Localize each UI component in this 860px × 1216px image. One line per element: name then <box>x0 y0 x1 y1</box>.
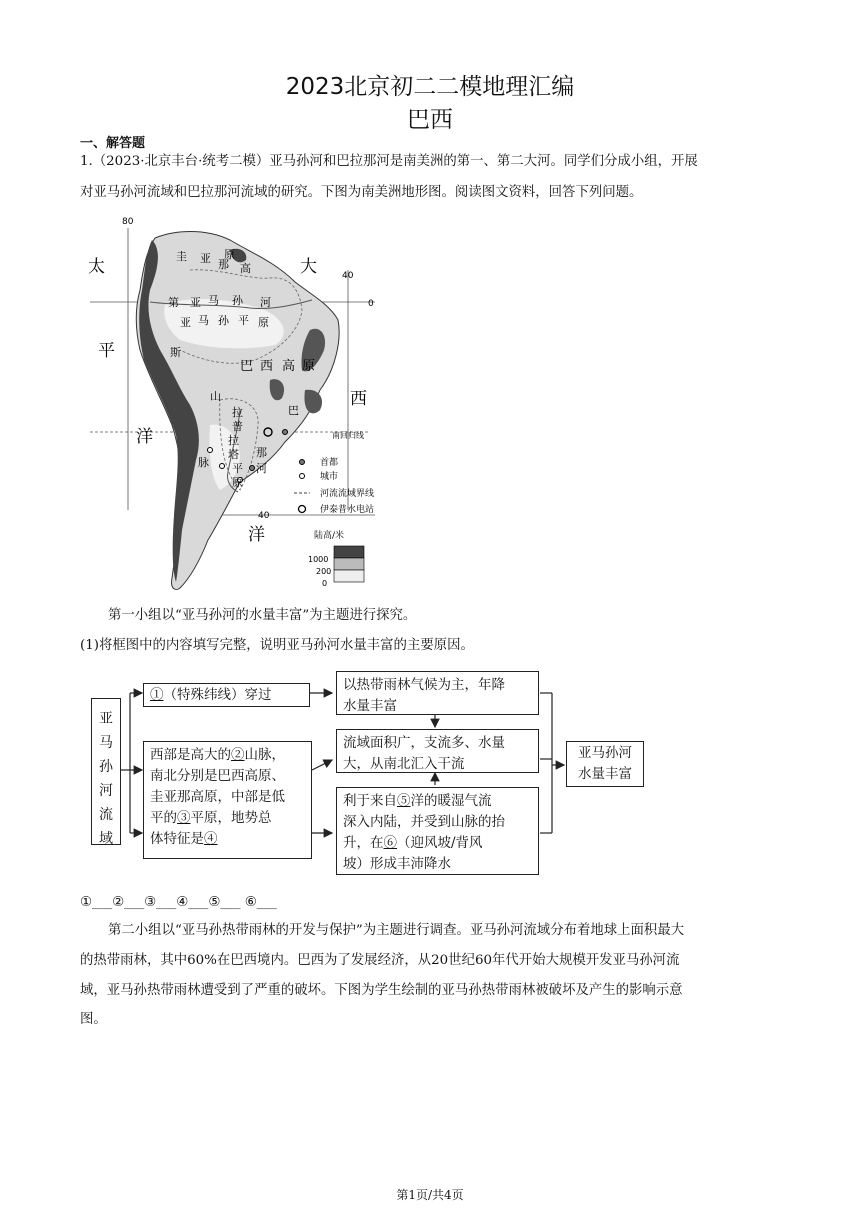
group2-line2: 的热带雨林，其中60%在巴西境内。巴西为了发展经济，从20世纪60年代开始大规模开发亚马孙河流 <box>80 953 680 968</box>
flow-left-box: 亚 马 孙 河 流 域 <box>91 698 121 845</box>
svg-text:伊泰普水电站: 伊泰普水电站 <box>320 505 375 515</box>
svg-text:那: 那 <box>218 258 229 271</box>
svg-text:孙: 孙 <box>218 314 229 327</box>
group1-text: 第一小组以“亚马孙河的水量丰富”为主题进行探究。 <box>108 608 417 623</box>
svg-text:200: 200 <box>316 567 332 576</box>
page-footer: 第1页/共4页 <box>396 1188 464 1202</box>
svg-text:巴: 巴 <box>288 404 299 417</box>
svg-text:陆高/米: 陆高/米 <box>314 531 345 541</box>
svg-text:河流流域界线: 河流流域界线 <box>320 489 375 499</box>
blank-6: ⑥ <box>383 835 397 851</box>
svg-text:河: 河 <box>256 462 267 475</box>
svg-text:平: 平 <box>232 462 243 475</box>
svg-text:普: 普 <box>232 420 243 433</box>
svg-text:圭: 圭 <box>176 250 187 263</box>
svg-text:塔: 塔 <box>228 448 239 461</box>
group2-line3: 域，亚马孙热带雨林遭受到了严重的破坏。下图为学生绘制的亚马孙热带雨林被破坏及产生的影响示意 <box>80 983 683 998</box>
section-heading: 一、解答题 <box>80 136 146 151</box>
lon80-label: 80 <box>122 217 134 227</box>
svg-text:拉: 拉 <box>228 434 239 447</box>
svg-text:那: 那 <box>256 446 267 459</box>
blank-1: ① <box>150 687 164 703</box>
svg-text:原: 原 <box>302 359 316 374</box>
svg-text:高: 高 <box>282 359 296 374</box>
flow-box-latitude: ①（特殊纬线）穿过 <box>143 683 310 707</box>
flow-box-climate: 以热带雨林气候为主，年降 水量丰富 <box>336 671 539 715</box>
svg-text:原: 原 <box>224 248 235 261</box>
lat0-label: 0 <box>368 299 374 309</box>
svg-text:孙: 孙 <box>232 294 243 307</box>
svg-text:平: 平 <box>238 314 249 327</box>
blank-3: ③ <box>177 810 191 826</box>
svg-text:亚: 亚 <box>200 252 211 265</box>
page-title: 2023北京初二二模地理汇编 <box>285 74 575 100</box>
south-america-map <box>80 210 410 600</box>
svg-text:亚: 亚 <box>190 296 201 309</box>
svg-text:0: 0 <box>322 579 328 588</box>
lat40-label: 40 <box>258 511 270 521</box>
svg-text:斯: 斯 <box>170 346 181 359</box>
svg-text:马: 马 <box>198 314 209 327</box>
answer-blanks: ①___②___③___④___⑤___ ⑥___ <box>80 895 277 910</box>
svg-text:1000: 1000 <box>308 555 329 564</box>
svg-text:南回归线: 南回归线 <box>332 431 364 440</box>
question-intro-line1: 1.（2023·北京丰台·统考二模）亚马孙河和巴拉那河是南美洲的第一、第二大河。同学们分成小组，开展 <box>80 154 698 169</box>
svg-text:第: 第 <box>168 296 179 309</box>
svg-text:洋: 洋 <box>136 427 153 447</box>
group2-line1: 第二小组以“亚马孙热带雨林的开发与保护”为主题进行调查。亚马孙河流域分布着地球上面积最大 <box>108 923 685 938</box>
flow-box-airflow: 利于来自⑤洋的暖湿气流 深入内陆，并受到山脉的抬 升，在⑥（迎风坡/背风 坡）形成丰沛降水 <box>336 787 539 875</box>
svg-text:原: 原 <box>232 476 243 489</box>
svg-text:高: 高 <box>240 262 251 275</box>
svg-text:原: 原 <box>258 316 269 329</box>
svg-text:洋: 洋 <box>248 525 265 545</box>
svg-text:太: 太 <box>88 257 105 277</box>
svg-text:巴: 巴 <box>240 359 254 374</box>
svg-text:拉: 拉 <box>232 406 243 419</box>
dam-legend-icon <box>299 506 306 513</box>
group2-line4: 图。 <box>80 1012 107 1027</box>
svg-text:首都: 首都 <box>320 458 339 468</box>
svg-text:亚: 亚 <box>180 316 191 329</box>
flow-box-basin: 流域面积广，支流多、水量 大，从南北汇入干流 <box>336 729 539 773</box>
svg-text:平: 平 <box>98 341 115 361</box>
blank-4: ④ <box>204 831 218 847</box>
svg-text:河: 河 <box>260 296 271 309</box>
svg-text:西: 西 <box>260 359 274 374</box>
capital-legend-icon <box>300 460 305 465</box>
lon40-label: 40 <box>342 271 354 281</box>
flow-box-result: 亚马孙河 水量丰富 <box>566 741 644 787</box>
flow-box-terrain: 西部是高大的②山脉， 南北分别是巴西高原、 圭亚那高原，中部是低 平的③平原，地势总 体特征是④ <box>143 741 312 859</box>
subquestion-1: (1)将框图中的内容填写完整，说明亚马孙河水量丰富的主要原因。 <box>80 638 474 653</box>
page-subtitle: 巴西 <box>407 107 453 133</box>
svg-text:脉: 脉 <box>198 456 209 469</box>
blank-2: ② <box>231 747 245 763</box>
svg-text:大: 大 <box>300 257 317 277</box>
svg-text:马: 马 <box>208 294 219 307</box>
city-legend-icon <box>300 474 305 479</box>
svg-text:山: 山 <box>210 390 221 403</box>
question-intro-line2: 对亚马孙河流域和巴拉那河流域的研究。下图为南美洲地形图。阅读图文资料，回答下列问题。 <box>80 185 643 200</box>
blank-5: ⑤ <box>397 793 411 809</box>
svg-text:城市: 城市 <box>320 472 339 482</box>
svg-text:西: 西 <box>350 389 367 409</box>
